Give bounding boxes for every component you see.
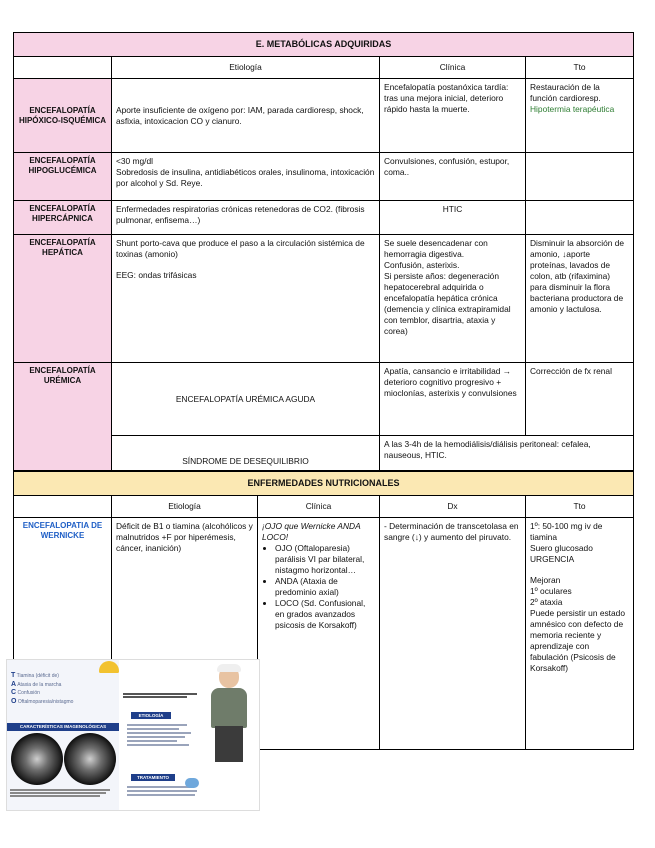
- cell-dx-wernicke: - Determinación de transcetolasa en sangre (↓) y aumento del piruvato.: [380, 518, 526, 750]
- row-label-hepatica: ENCEFALOPATÍA HEPÁTICA: [14, 235, 112, 363]
- row-label-hipoglucemica: ENCEFALOPATÍA HIPOGLUCÉMICA: [14, 153, 112, 201]
- cell-clinica-uremica-aguda: Apatía, cansancio e irritabilidad → deterioro cognitivo progresivo + mioclonías, asterixis y convulsiones: [380, 363, 526, 436]
- list-item: • LOCO (Sd. Confusional, en grados avanzados psicosis de Korsakoff): [275, 598, 375, 631]
- col-header-etiologia: Etiología: [112, 57, 380, 79]
- col-header-tto: Tto: [526, 496, 634, 518]
- list-item: • ANDA (Ataxia de predominio axial): [275, 576, 375, 598]
- acronym-line: T Tiamina (déficit de): [11, 672, 59, 679]
- wernicke-infographic-image: [7, 660, 259, 810]
- etiologia-line-1: Shunt porto-cava que produce el paso a la circulación sistémica de toxinas (amonio): [116, 238, 365, 259]
- cell-clinica-hipoxico: Encefalopatía postanóxica tardía: tras una mejora inicial, deterioro rápido hasta la muerte.: [380, 79, 526, 153]
- taco-icon: [99, 661, 119, 673]
- etiologia-line-1: <30 mg/dl: [116, 156, 154, 166]
- col-header-dx: Dx: [380, 496, 526, 518]
- cell-clinica-wernicke: [258, 518, 380, 750]
- tto-line: Mejoran: [530, 575, 561, 585]
- cell-clinica-hipoglucemica: Convulsiones, confusión, estupor, coma..: [380, 153, 526, 201]
- tto-line: Puede persistir un estado amnésico con defecto de memoria reciente y aprendizaje con fabulación (Psicosis de Korsakoff): [530, 608, 625, 673]
- tto-line: 1º: 50-100 mg iv de tiamina: [530, 521, 603, 542]
- infographic-intro: [123, 692, 199, 704]
- etiologia-lines: [127, 722, 197, 748]
- infographic-left-panel: [7, 660, 119, 810]
- tto-line: Suero glucosado: [530, 543, 593, 553]
- etiologia-line-2: Sobredosis de insulina, antidiabéticos orales, insulinoma, intoxicación por alcohol y Sd. Reye.: [116, 167, 375, 188]
- tto-line: 1º oculares: [530, 586, 572, 596]
- metabolic-table: [13, 32, 634, 471]
- empty-header-cell: [14, 57, 112, 79]
- etiologia-line-2: EEG: ondas trifásicas: [116, 270, 197, 280]
- cell-sindrome-desequilibrio: SÍNDROME DE DESEQUILIBRIO: [112, 436, 380, 471]
- cell-tto-hipoglucemica: [526, 153, 634, 201]
- row-label-hipercapnica: ENCEFALOPATÍA HIPERCÁPNICA: [14, 201, 112, 235]
- col-header-clinica: Clínica: [258, 496, 380, 518]
- cell-tto-uremica-aguda: Corrección de fx renal: [526, 363, 634, 436]
- cell-tto-hipercapnica: [526, 201, 634, 235]
- tto-line: 2º ataxia: [530, 597, 563, 607]
- row-label-uremica: ENCEFALOPATÍA URÉMICA: [14, 363, 112, 471]
- cell-etiologia-hepatica: [112, 235, 380, 363]
- wernicke-title: ENCEFALOPATIA DE WERNICKE: [22, 521, 103, 540]
- cell-tto-wernicke: [526, 518, 634, 750]
- acronym-list: [11, 672, 73, 706]
- clinica-intro: ¡OJO que Wernicke ANDA LOCO!: [262, 521, 361, 542]
- cell-uremica-aguda: ENCEFALOPATÍA URÉMICA AGUDA: [112, 363, 380, 436]
- clinica-line-2: Confusión, asterixis.: [384, 260, 460, 270]
- cell-clinica-desequilibrio: A las 3-4h de la hemodiálisis/diálisis peritoneal: cefalea, nauseous, HTIC.: [380, 436, 634, 471]
- imaging-caption: CARACTERÍSTICAS IMAGENOLÓGICAS: [7, 723, 119, 731]
- clinica-line-3: Si persiste años: degeneración hepatocerebral adquirida o encefalopatía hepática crónica (demencia y clínica extrapiramidal con temblor, disartria, ataxia y corea): [384, 271, 511, 336]
- tto-line: URGENCIA: [530, 554, 575, 564]
- cell-etiologia-wernicke: Déficit de B1 o tiamina (alcohólicos y malnutridos +F por hiperémesis, cáncer, inanición): [112, 518, 258, 750]
- section-title: ENFERMEDADES NUTRICIONALES: [14, 472, 634, 496]
- acronym-line: C Confusión: [11, 689, 40, 696]
- brain-mri-icon: [11, 733, 63, 785]
- section-title: E. METABÓLICAS ADQUIRIDAS: [14, 33, 634, 57]
- tto-text: Restauración de la función cardioresp.: [530, 82, 601, 103]
- row-label-hipoxico: ENCEFALOPATÍA HIPÓXICO-ISQUÉMICA: [14, 79, 112, 153]
- cell-etiologia-hipoglucemica: [112, 153, 380, 201]
- col-header-etiologia: Etiología: [112, 496, 258, 518]
- cell-clinica-hipercapnica: HTIC: [380, 201, 526, 235]
- elderly-man-illustration: [205, 666, 253, 762]
- empty-header-cell: [14, 496, 112, 518]
- list-item: • OJO (Oftaloparesia) parálisis VI par bilateral, nistagmo horizontal…: [275, 543, 375, 576]
- brain-mri-icon: [64, 733, 116, 785]
- tto-highlight: Hipotermia terapéutica: [530, 104, 615, 114]
- acronym-line: O Oftalmoparesia/nistagmo: [11, 697, 74, 705]
- col-header-tto: Tto: [526, 57, 634, 79]
- infographic-footnote: [10, 788, 118, 798]
- col-header-clinica: Clínica: [380, 57, 526, 79]
- cell-tto-hepatica: Disminuir la absorción de amonio, ↓aporte proteínas, lavados de colon, atb (rifaximina) para disminuir la flora bacteriana productora de amonio y lactulosa.: [526, 235, 634, 363]
- document-page: [13, 32, 633, 750]
- acronym-line: A Ataxia de la marcha: [11, 680, 62, 688]
- etiologia-band: ETIOLOGÍA: [131, 712, 171, 719]
- clinica-line-1: Se suele desencadenar con hemorragia digestiva.: [384, 238, 488, 259]
- cell-etiologia-hipercapnica: Enfermedades respiratorias crónicas retenedoras de CO2. (fibrosis pulmonar, enfisema…): [112, 201, 380, 235]
- cell-etiologia-hipoxico: Aporte insuficiente de oxígeno por: IAM, parada cardioresp, shock, asfixia, intoxicacion CO y cianuro.: [112, 79, 380, 153]
- tratamiento-band: TRATAMIENTO: [131, 774, 175, 781]
- cell-tto-hipoxico: [526, 79, 634, 153]
- clinica-list: [262, 543, 375, 631]
- pills-icon: [185, 778, 199, 788]
- cell-clinica-hepatica: [380, 235, 526, 363]
